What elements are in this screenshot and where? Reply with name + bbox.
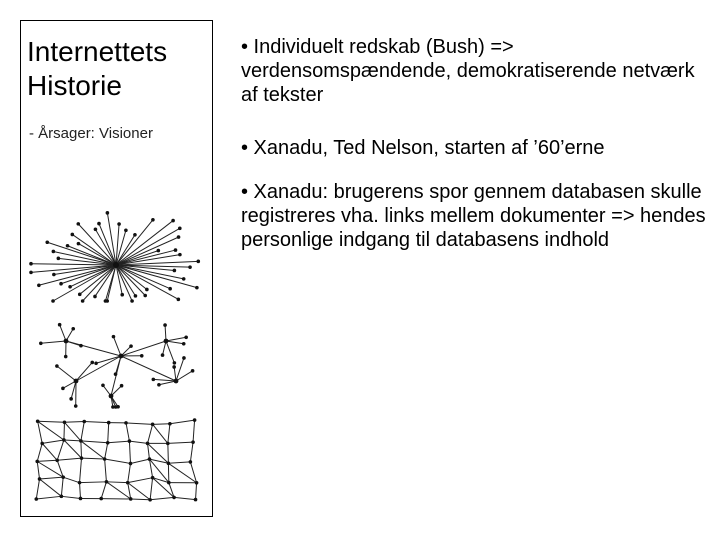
network-node (191, 440, 195, 444)
network-link (129, 441, 147, 443)
network-node (29, 262, 33, 266)
network-node (120, 293, 124, 297)
network-node (152, 378, 156, 382)
network-node (107, 421, 111, 425)
network-node (129, 497, 133, 501)
network-link (129, 441, 130, 463)
network-node (74, 404, 78, 408)
network-link (153, 424, 170, 425)
network-node (45, 240, 49, 244)
bullet-item: • Xanadu: brugerens spor gennem databasen skulle registreres vha. links mellem dokumenter => hendes personlige indgang til databasens indhold (241, 181, 706, 251)
network-link (64, 422, 84, 423)
network-node (195, 286, 199, 290)
network-node (79, 439, 83, 443)
network-node (145, 288, 149, 292)
network-node (124, 421, 128, 425)
network-node (40, 442, 44, 446)
network-link (36, 479, 39, 499)
network-node (106, 211, 110, 215)
network-link (150, 478, 152, 500)
bullet-item: • Individuelt redskab (Bush) => verdensomspændende, demokratiserende netværk af tekster (241, 36, 695, 106)
network-node (79, 497, 83, 501)
network-link (193, 420, 195, 442)
network-node (173, 269, 177, 273)
decentralized-network-diagram (21, 311, 214, 411)
network-node (124, 228, 128, 232)
network-node (166, 442, 170, 446)
network-link (190, 442, 193, 462)
network-node (130, 299, 134, 303)
network-node (163, 323, 167, 327)
network-link (105, 443, 108, 459)
network-link (40, 477, 64, 479)
network-link (168, 442, 193, 443)
network-link (166, 341, 184, 344)
network-link (130, 459, 149, 463)
network-node (34, 497, 38, 501)
network-link (42, 443, 57, 460)
network-node (35, 460, 39, 464)
network-node (114, 372, 118, 376)
network-link (113, 337, 121, 356)
network-node (109, 394, 114, 399)
sidebar-panel (20, 20, 213, 517)
network-node (74, 379, 79, 384)
network-link (84, 422, 108, 423)
slide-subtitle: - Årsager: Visioner (29, 125, 153, 142)
network-node (112, 335, 116, 339)
network-link (105, 459, 131, 463)
network-node (93, 295, 97, 299)
network-node (188, 265, 192, 269)
network-link (80, 483, 81, 499)
network-link (108, 423, 109, 443)
network-link (168, 462, 190, 463)
network-node (57, 257, 61, 261)
network-node (195, 481, 199, 485)
network-node (77, 242, 81, 246)
network-node (191, 369, 195, 373)
network-node (52, 273, 56, 277)
network-link (121, 341, 166, 356)
network-node (94, 228, 98, 232)
network-node (128, 439, 132, 443)
network-node (193, 418, 197, 422)
network-link (128, 478, 153, 483)
network-link (166, 341, 174, 363)
network-link (64, 440, 81, 441)
distributed-network-diagram (21, 411, 214, 511)
network-link (60, 325, 66, 341)
network-node (71, 327, 75, 331)
network-link (106, 482, 127, 483)
network-node (161, 353, 165, 357)
network-link (170, 420, 195, 424)
network-link (64, 440, 82, 458)
network-node (78, 293, 82, 297)
network-link (176, 358, 184, 381)
network-node (148, 498, 152, 502)
network-link (38, 421, 65, 422)
network-link (148, 424, 153, 443)
network-link (76, 356, 121, 381)
network-node (80, 456, 84, 460)
network-link (63, 477, 79, 483)
network-node (146, 442, 150, 446)
network-node (174, 379, 179, 384)
network-link (166, 337, 186, 341)
bullet-item: • Xanadu, Ted Nelson, starten af ’60’erne (241, 137, 605, 159)
network-node (51, 299, 55, 303)
network-node (29, 271, 33, 275)
network-link (108, 441, 130, 443)
network-link (37, 461, 39, 479)
network-node (58, 323, 62, 327)
network-link (174, 497, 195, 499)
network-node (113, 262, 119, 268)
network-node (167, 461, 171, 465)
network-node (194, 498, 198, 502)
network-link (153, 424, 168, 443)
network-node (90, 361, 94, 365)
network-link (131, 499, 150, 500)
network-node (168, 287, 172, 291)
network-link (128, 483, 150, 500)
network-link (106, 482, 130, 499)
network-link (41, 341, 66, 343)
network-node (174, 248, 178, 252)
network-node (151, 476, 155, 480)
network-node (151, 423, 155, 427)
network-node (116, 405, 120, 409)
network-link (105, 459, 107, 482)
network-node (101, 384, 105, 388)
network-link (37, 461, 63, 477)
network-node (164, 339, 169, 344)
network-node (148, 457, 152, 461)
network-link (81, 441, 105, 459)
network-link (168, 463, 196, 482)
network-node (177, 298, 181, 302)
network-node (52, 250, 56, 254)
network-node (167, 481, 171, 485)
network-link (168, 424, 170, 444)
network-node (61, 475, 65, 479)
network-node (79, 344, 83, 348)
network-node (61, 387, 65, 391)
network-node (64, 339, 69, 344)
network-node (177, 235, 181, 239)
network-link (61, 477, 63, 496)
network-link (76, 362, 92, 381)
network-node (119, 354, 124, 359)
network-node (157, 249, 161, 253)
network-node (172, 496, 176, 500)
network-link (64, 422, 65, 440)
network-node (78, 481, 82, 485)
network-node (178, 227, 182, 231)
network-node (94, 361, 98, 365)
network-node (66, 244, 70, 248)
network-link (57, 366, 76, 381)
centralized-network-diagram (21, 193, 214, 308)
network-link (148, 443, 150, 459)
network-link (159, 381, 176, 385)
network-node (55, 458, 59, 462)
network-node (76, 222, 80, 226)
slide-title: Internettets Historie (27, 36, 168, 101)
network-node (120, 384, 124, 388)
network-node (64, 355, 68, 359)
network-node (182, 356, 186, 360)
network-node (36, 420, 40, 424)
network-link (38, 421, 64, 440)
network-node (111, 405, 115, 409)
network-node (129, 462, 133, 466)
network-node (173, 361, 177, 365)
network-link (37, 443, 42, 461)
network-link (121, 356, 176, 381)
network-link (61, 496, 80, 498)
network-node (105, 480, 109, 484)
network-node (182, 277, 186, 281)
network-node (39, 341, 43, 345)
network-node (106, 441, 110, 445)
network-node (62, 438, 66, 442)
network-node (140, 354, 144, 358)
network-node (184, 335, 188, 339)
network-link (81, 422, 84, 441)
network-node (168, 422, 172, 426)
network-link (96, 356, 121, 363)
network-link (101, 482, 106, 499)
network-node (104, 299, 108, 303)
network-link (126, 423, 129, 441)
network-node (129, 344, 133, 348)
network-link (37, 460, 57, 461)
network-node (55, 364, 59, 368)
network-node (189, 460, 193, 464)
network-link (81, 441, 82, 458)
network-link (80, 458, 82, 483)
network-link (168, 443, 169, 463)
network-node (68, 285, 72, 289)
network-node (37, 283, 41, 287)
network-link (57, 458, 81, 460)
network-link (80, 482, 107, 483)
network-node (71, 233, 75, 237)
network-node (38, 477, 42, 481)
network-node (196, 260, 200, 264)
network-link (64, 422, 80, 441)
network-node (117, 222, 121, 226)
network-node (133, 233, 137, 237)
network-node (59, 282, 63, 286)
network-node (97, 222, 101, 226)
network-node (143, 294, 147, 298)
network-link (82, 458, 105, 459)
network-node (69, 397, 73, 401)
network-link (57, 440, 64, 460)
network-node (126, 481, 130, 485)
network-node (81, 299, 85, 303)
network-link (196, 483, 197, 500)
network-link (36, 496, 61, 499)
network-node (103, 457, 107, 461)
network-link (150, 497, 174, 499)
network-node (134, 294, 138, 298)
network-link (40, 479, 62, 496)
network-node (171, 219, 175, 223)
network-node (82, 420, 86, 424)
network-node (151, 218, 155, 222)
network-node (157, 383, 161, 387)
network-link (126, 423, 153, 424)
network-link (81, 441, 108, 443)
network-node (172, 365, 176, 369)
network-link (128, 463, 131, 482)
network-node (178, 253, 182, 257)
network-link (42, 440, 64, 443)
network-link (116, 265, 132, 301)
network-link (116, 265, 170, 289)
network-node (99, 497, 103, 501)
network-node (60, 495, 64, 499)
network-node (63, 421, 67, 425)
network-node (182, 342, 186, 346)
